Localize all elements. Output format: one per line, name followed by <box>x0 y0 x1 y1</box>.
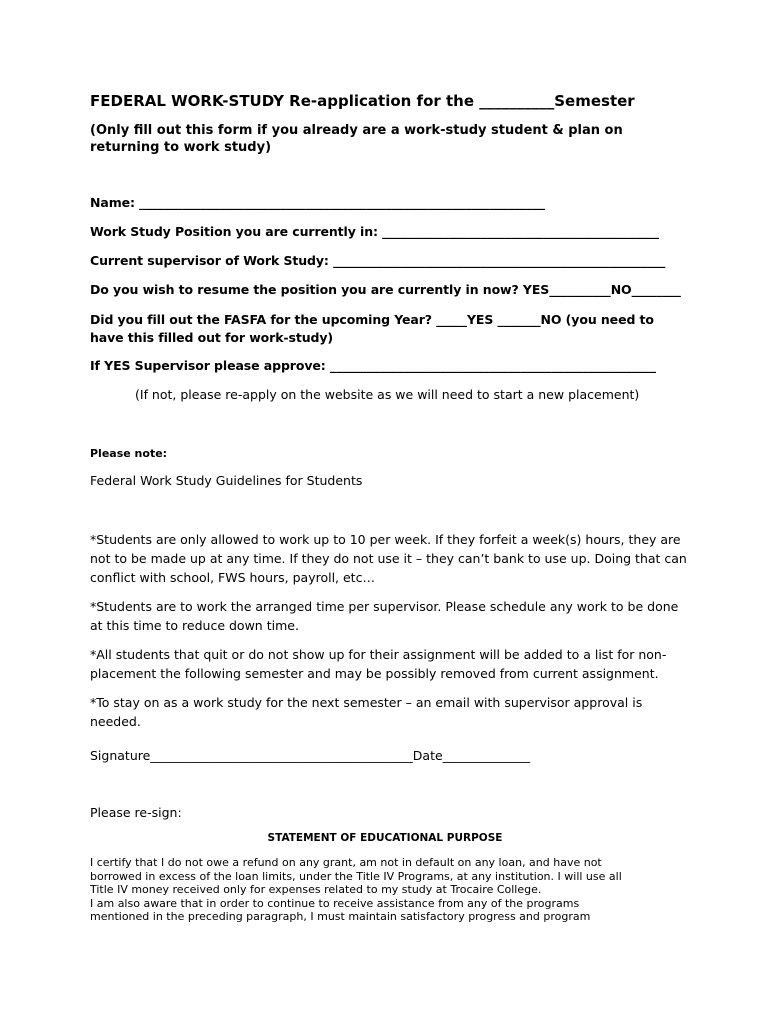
position-field[interactable]: Work Study Position you are currently in: _____________________________________________ <box>90 224 659 239</box>
signature-date-line[interactable]: Signature__________________________________________Date______________ <box>90 748 531 763</box>
statement-body <box>90 856 690 924</box>
supervisor-approve-field[interactable]: If YES Supervisor please approve: _____________________________________________________ <box>90 358 656 373</box>
guideline-item: *Students are only allowed to work up to 10 per week. If they forfeit a week(s) hours, they are not to be made up at any time. If they do not use it – they can’t bank to use up. Doing that can conflict with school, FWS hours, payroll, etc… <box>90 532 687 585</box>
name-field[interactable]: Name: __________________________________________________________________ <box>90 195 546 210</box>
statement-line: I certify that I do not owe a refund on any grant, am not in default on any loan, and have not <box>90 856 602 869</box>
please-note-label: Please note: <box>90 447 168 460</box>
guidelines-heading: Federal Work Study Guidelines for Students <box>90 473 363 488</box>
guideline-item: *Students are to work the arranged time per supervisor. Please schedule any work to be done at this time to reduce down time. <box>90 599 679 633</box>
guideline-item: *To stay on as a work study for the next semester – an email with supervisor approval is needed. <box>90 695 643 729</box>
resign-label: Please re-sign: <box>90 805 182 820</box>
supervisor-field[interactable]: Current supervisor of Work Study: ______________________________________________________ <box>90 253 666 268</box>
reapply-note: (If not, please re-apply on the website as we will need to start a new placement) <box>135 387 640 402</box>
statement-line: I am also aware that in order to continue to receive assistance from any of the programs <box>90 896 580 910</box>
resume-position-field[interactable]: Do you wish to resume the position you are currently in now? YES__________NO________ <box>90 282 681 297</box>
guideline-item: *All students that quit or do not show up for their assignment will be added to a list for non-placement the following semester and may be possibly removed from current assignment. <box>90 647 667 681</box>
form-title: FEDERAL WORK-STUDY Re-application for the __________Semester <box>90 92 635 110</box>
statement-line: mentioned in the preceding paragraph, I must maintain satisfactory progress and program <box>90 910 591 923</box>
fasfa-field[interactable]: Did you fill out the FASFA for the upcoming Year? _____YES _______NO (you need to have this filled out for work-study) <box>90 312 654 345</box>
statement-line: Title IV money received only for expenses related to my study at Trocaire College. <box>90 883 542 896</box>
statement-line: borrowed in excess of the loan limits, under the Title IV Programs, at any institution. I will use all <box>90 869 622 883</box>
statement-heading: STATEMENT OF EDUCATIONAL PURPOSE <box>267 832 503 844</box>
form-subtitle: (Only fill out this form if you already are a work-study student & plan on returning to work study) <box>90 123 623 155</box>
